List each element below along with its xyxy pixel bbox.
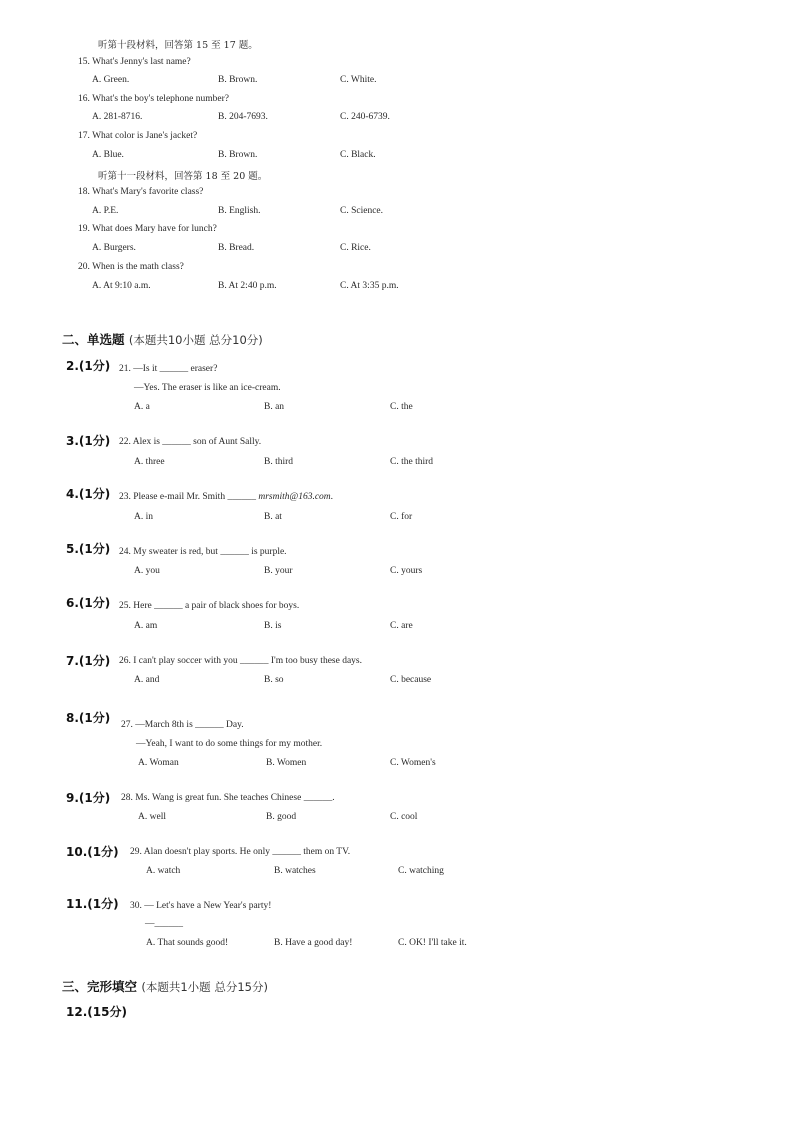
option-a: A. three [134, 457, 165, 467]
option-b: B. Brown. [218, 150, 258, 160]
question-number: 9.(1分) [66, 791, 111, 805]
option-a: A. Burgers. [92, 243, 136, 253]
question-stem: 15. What's Jenny's last name? [78, 57, 191, 67]
question-number: 12.(15分) [66, 1005, 127, 1019]
question-stem: 16. What's the boy's telephone number? [78, 94, 229, 104]
option-a: A. am [134, 621, 158, 631]
option-b: B. your [264, 566, 293, 576]
question-number: 6.(1分) [66, 596, 111, 610]
option-c: C. cool [390, 812, 418, 822]
question-stem: 30. — Let's have a New Year's party! [130, 901, 272, 911]
question-stem-wrap [119, 492, 333, 502]
question-stem-line2: —Yeah, I want to do some things for my mother. [136, 739, 323, 749]
option-b: B. Brown. [218, 75, 258, 85]
option-b: B. English. [218, 206, 261, 216]
option-c: C. Science. [340, 206, 384, 216]
question-stem: 21. —Is it ______ eraser? [119, 364, 218, 374]
option-c: C. watching [398, 866, 444, 876]
question-stem: 22. Alex is ______ son of Aunt Sally. [119, 437, 262, 447]
option-a: A. a [134, 402, 150, 412]
option-a: A. At 9:10 a.m. [92, 281, 151, 291]
option-b: B. is [264, 621, 282, 631]
option-c: C. Women's [390, 758, 436, 768]
option-b: B. watches [274, 866, 316, 876]
section2-note: (本题共10小题 总分10分) [128, 333, 263, 347]
section2-header [62, 330, 263, 348]
option-c: C. 240-6739. [340, 112, 390, 122]
section2-title: 二、单选题 [62, 332, 125, 347]
option-b: B. at [264, 512, 282, 522]
question-stem: 17. What color is Jane's jacket? [78, 131, 198, 141]
option-b: B. Have a good day! [274, 938, 353, 948]
option-a: A. That sounds good! [146, 938, 229, 948]
question-stem-line2: —______ [145, 919, 183, 929]
option-c: C. yours [390, 566, 423, 576]
option-b: B. an [264, 402, 285, 412]
option-b: B. At 2:40 p.m. [218, 281, 277, 291]
question-number: 11.(1分) [66, 897, 119, 911]
option-c: C. the third [390, 457, 434, 467]
question-stem: 29. Alan doesn't play sports. He only ______ them on TV. [130, 847, 351, 857]
question-number: 3.(1分) [66, 434, 111, 448]
question-stem: 24. My sweater is red, but ______ is purple. [119, 547, 287, 557]
option-c: C. Rice. [340, 243, 371, 253]
question-stem: 23. Please e-mail Mr. Smith ______ [119, 492, 256, 502]
option-a: A. well [138, 812, 166, 822]
question-stem: 18. What's Mary's favorite class? [78, 187, 204, 197]
option-a: A. you [134, 566, 160, 576]
option-c: C. for [390, 512, 413, 522]
question-number: 4.(1分) [66, 487, 111, 501]
question-stem: 28. Ms. Wang is great fun. She teaches Chinese ______. [121, 793, 335, 803]
option-c: C. are [390, 621, 413, 631]
option-a: A. watch [146, 866, 181, 876]
option-b: B. good [266, 812, 297, 822]
section3-note: (本题共1小题 总分15分) [141, 980, 268, 994]
question-stem: 25. Here ______ a pair of black shoes for boys. [119, 601, 300, 611]
option-b: B. third [264, 457, 294, 467]
option-c: C. because [390, 675, 432, 685]
option-c: C. OK! I'll take it. [398, 938, 467, 948]
option-a: A. P.E. [92, 206, 119, 216]
option-a: A. in [134, 512, 153, 522]
email-address: mrsmith@163.com [258, 492, 331, 502]
option-a: A. Blue. [92, 150, 124, 160]
option-b: B. 204-7693. [218, 112, 268, 122]
question-number: 8.(1分) [66, 711, 111, 725]
option-c: C. the [390, 402, 413, 412]
option-b: B. Women [266, 758, 307, 768]
question-number: 5.(1分) [66, 542, 111, 556]
listening-part10-intro: 听第十段材料，回答第 15 至 17 题。 [98, 40, 258, 51]
option-b: B. Bread. [218, 243, 255, 253]
question-stem: 19. What does Mary have for lunch? [78, 224, 217, 234]
listening-part11-intro: 听第十一段材料，回答第 18 至 20 题。 [98, 171, 268, 182]
question-stem: 26. I can't play soccer with you ______ I'm too busy these days. [119, 656, 362, 666]
question-number: 2.(1分) [66, 359, 111, 373]
question-stem-end: . [330, 492, 334, 502]
question-stem: 20. When is the math class? [78, 262, 184, 272]
option-a: A. Green. [92, 75, 130, 85]
question-number: 7.(1分) [66, 654, 111, 668]
option-c: C. Black. [340, 150, 376, 160]
option-a: A. and [134, 675, 160, 685]
section3-title: 三、完形填空 [62, 979, 138, 994]
question-stem: 27. —March 8th is ______ Day. [121, 720, 244, 730]
option-a: A. Woman [138, 758, 179, 768]
option-b: B. so [264, 675, 284, 685]
section3-header [62, 977, 268, 995]
question-number: 10.(1分) [66, 845, 119, 859]
option-c: C. At 3:35 p.m. [340, 281, 399, 291]
option-c: C. White. [340, 75, 377, 85]
option-a: A. 281-8716. [92, 112, 143, 122]
question-stem-line2: —Yes. The eraser is like an ice-cream. [134, 383, 281, 393]
